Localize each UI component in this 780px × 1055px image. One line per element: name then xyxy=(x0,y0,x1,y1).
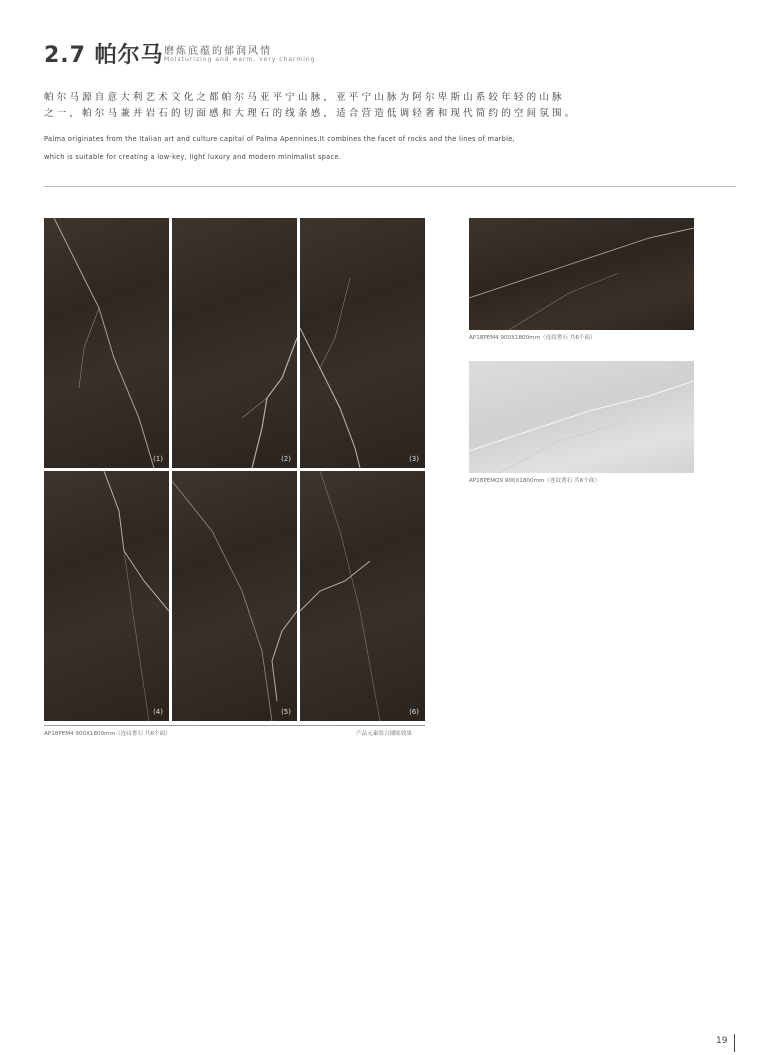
tile-number: (1) xyxy=(153,455,163,463)
marble-tile-1 xyxy=(44,218,169,468)
marble-tile-5 xyxy=(172,471,297,721)
intro-en-line-1: Palma originates from the Italian art and culture capital of Palma Apennines.It combines the facet of rocks and the lines of marble, xyxy=(44,135,515,143)
intro-cn-line-2: 之一，帕尔马兼并岩石的切面感和大理石的线条感，适合营造低调轻奢和现代简约的空间氛围。 xyxy=(44,108,578,119)
grid-caption-rule xyxy=(44,725,425,726)
marble-tile-2 xyxy=(172,218,297,468)
swatch-dark-caption: AP18PEM4 900X1800mm（连纹奢石 共6个面） xyxy=(469,335,596,341)
tile-number: (4) xyxy=(153,708,163,716)
subtitle-chinese: 磨炼底蕴的郁润风情 xyxy=(164,46,272,57)
marble-tile-4 xyxy=(44,471,169,721)
tile-number: (3) xyxy=(409,455,419,463)
intro-cn-line-1: 帕尔马源自意大利艺术文化之都帕尔马亚平宁山脉，亚平宁山脉为阿尔卑斯山系较年轻的山脉 xyxy=(44,92,565,103)
marble-tile-3 xyxy=(300,218,425,468)
tile-number: (6) xyxy=(409,708,419,716)
marble-tile-6 xyxy=(300,471,425,721)
swatch-dark-marble xyxy=(469,218,694,330)
tile-number: (5) xyxy=(281,708,291,716)
section-title: 2.7 帕尔马 xyxy=(44,43,164,68)
subtitle-english: Moisturizing and warm, very charming xyxy=(164,56,316,63)
grid-caption-layout: 产品元素组合铺贴效果 xyxy=(356,731,412,737)
swatch-light-caption: AP18PEMQ9 900X1800mm（连纹奢石 共6个面） xyxy=(469,478,601,484)
page-number: 19 xyxy=(716,1036,728,1046)
tile-number: (2) xyxy=(281,455,291,463)
page-number-bar xyxy=(734,1034,735,1052)
swatch-light-marble xyxy=(469,361,694,473)
intro-en-line-2: which is suitable for creating a low-key, light luxury and modern minimalist space. xyxy=(44,153,342,161)
section-divider xyxy=(44,186,736,187)
grid-caption-product: AP18PEM4 900X1800mm（连纹奢石 共6个面） xyxy=(44,731,171,737)
